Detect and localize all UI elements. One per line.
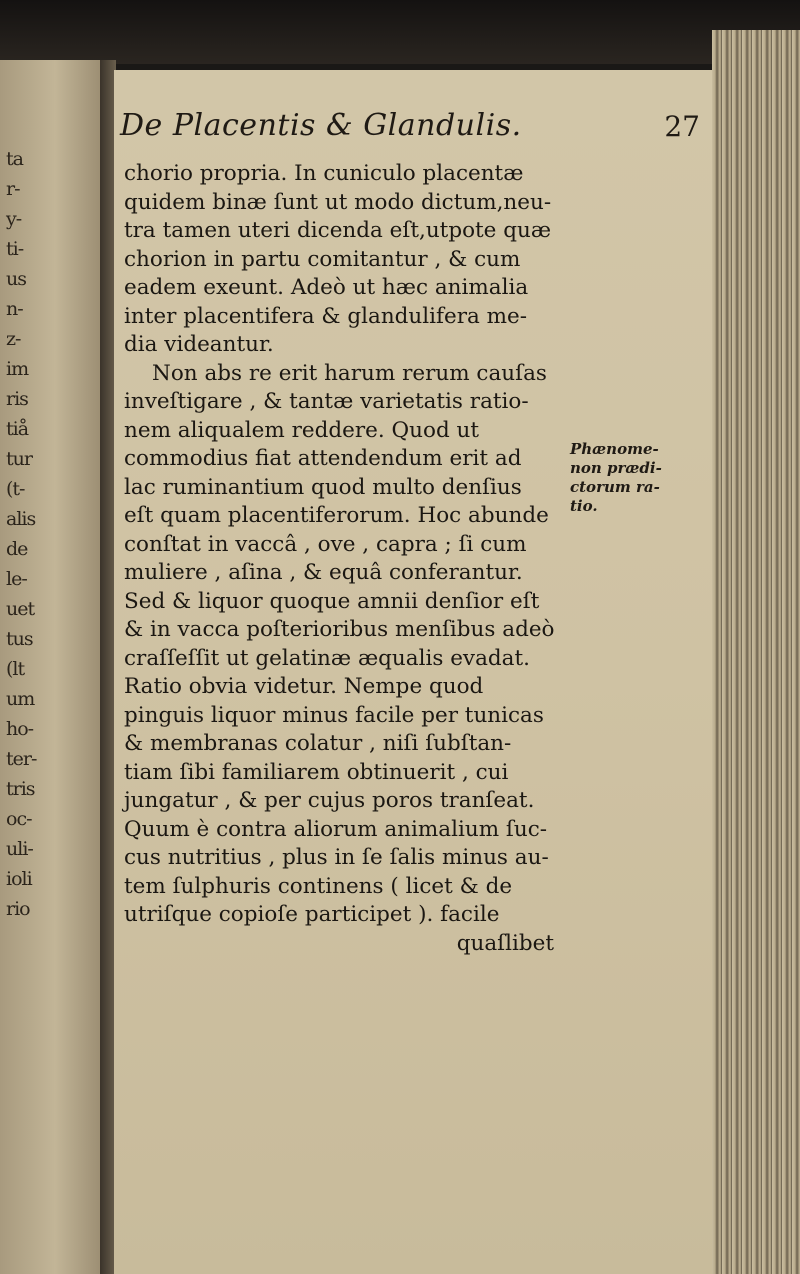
left-page-fragment: us [6,268,26,290]
text-line: Quum è contra aliorum animalium ſuc- [124,816,548,842]
text-line: utriſque copioſe participet ). facile [124,902,500,927]
text-line: inveſtigare , & tantæ varietatis ratio- [124,389,529,414]
page-header [120,108,700,148]
text-line: quidem binæ ſunt ut modo dictum,neu- [124,189,552,215]
left-page-fragment: rio [6,898,30,920]
text-line: Ratio obvia videtur. Nempe quod [124,674,484,699]
text-line: inter placentifera & glandulifera me- [124,303,528,329]
scan-top-shadow [0,0,800,64]
left-page-fragment: alis [6,508,36,530]
left-page-fragment: uet [6,598,35,620]
left-page-fragment: de [6,538,28,560]
text-line: chorio propria. In cuniculo placentæ [124,161,524,186]
text-line: nem aliqualem reddere. Quod ut [124,417,480,443]
left-page-fragment: n- [6,298,23,320]
text-line: muliere , aſina , & equâ conferantur. [124,560,523,585]
text-line: commodius fiat attendendum erit ad [124,446,522,471]
text-line: craſſeſſit ut gelatinæ æqualis evadat. [124,645,530,671]
text-line: jungatur , & per cujus poros tranſeat. [124,788,535,813]
left-page-fragment: (lt [6,658,25,680]
left-page-edge [0,60,100,1274]
margin-note-line: non prædi- [570,459,662,477]
left-page-fragment: (t- [6,478,25,500]
left-page-fragment: ioli [6,868,32,890]
text-line: cus nutritius , plus in ſe ſalis minus au- [124,845,549,870]
text-line: eſt quam placentiferorum. Hoc abunde [124,503,549,528]
left-page-fragment: le- [6,568,27,590]
text-line: dia videantur. [124,332,274,357]
text-line: Sed & liquor quoque amnii denſior eſt [124,588,540,614]
left-page-fragment: tus [6,628,33,650]
text-line: tem ſulphuris continens ( licet & de [124,873,513,899]
left-page-fragment: ter- [6,748,37,770]
margin-note [570,440,680,516]
left-page-fragment: im [6,358,29,380]
left-page-fragment: oc- [6,808,32,830]
left-page-fragment: um [6,688,35,710]
body-text [124,160,564,958]
text-line: tiam ſibi familiarem obtinuerit , cui [124,759,509,785]
running-title: De Placentis & Glandulis. [120,108,522,143]
left-page-fragment: tris [6,778,35,800]
left-page-fragment: ta [6,148,23,170]
text-line: eadem exeunt. Adeò ut hæc animalia [124,275,529,300]
left-page-fragment: z- [6,328,21,350]
left-page-fragment: tiå [6,418,29,440]
margin-note-line: Phænome- [570,440,659,458]
left-page-fragment: y- [6,208,22,230]
left-page-fragment: ho- [6,718,34,740]
left-page-fragment: uli- [6,838,33,860]
margin-note-line: tio. [570,497,598,515]
text-line: quaſlibet [456,930,554,956]
text-line: & membranas colatur , niſi ſubſtan- [124,731,512,756]
left-page-fragment: r- [6,178,20,200]
left-page-fragment: ris [6,388,28,410]
page-block-edge [712,30,800,1274]
text-line: lac ruminantium quod multo denſius [124,474,522,500]
left-page-fragment: tur [6,448,32,470]
margin-note-line: ctorum ra- [570,478,660,496]
text-line: & in vacca poſterioribus menſibus adeò [124,617,555,642]
left-page-fragment: ti- [6,238,24,260]
text-line: pinguis liquor minus facile per tunicas [124,702,544,728]
text-line: Non abs re erit harum rerum cauſas [152,360,547,386]
text-line: tra tamen uteri dicenda eſt,utpote quæ [124,218,552,243]
page-number: 27 [664,110,700,143]
text-line: conſtat in vaccâ , ove , capra ; ſi cum [124,531,527,557]
text-line: chorion in partu comitantur , & cum [124,246,521,272]
